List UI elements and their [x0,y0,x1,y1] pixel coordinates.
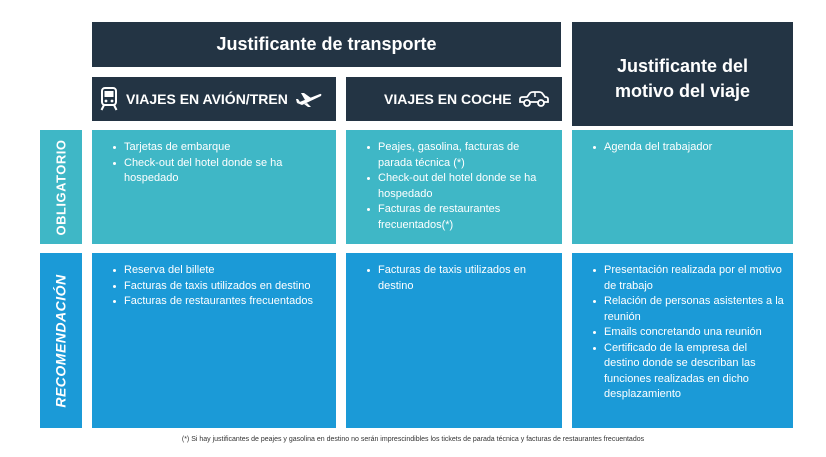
footnote: (*) Si hay justificantes de peajes y gasolina en destino no serán imprescindibles los tickets de parada técnica y facturas de restaurantes frecuentados [181,436,645,443]
bullet-list [354,140,554,233]
list-item: Check-out del hotel donde se ha hospedado [124,156,328,187]
transport-header-title: Justificante de transporte [216,34,437,54]
bullet-list [100,140,328,187]
row-label-obligatorio [40,130,82,244]
row-label-recomendacion [40,253,82,428]
list-item: Reserva del billete [124,263,328,279]
list-item: Agenda del trabajador [604,140,785,156]
airplane-icon [296,90,322,108]
car-icon [518,90,550,108]
cell-obligatorio-motivo [572,130,793,244]
bullet-list [354,263,554,294]
list-item: Certificado de la empresa del destino donde se describan las funciones realizadas en dicho desplazamiento [604,341,785,403]
bullet-list [100,263,328,310]
row-label-obligatorio-text: OBLIGATORIO [53,138,69,236]
cell-recomendacion-coche [346,253,562,428]
transport-header [92,22,561,67]
cell-recomendacion-motivo [572,253,793,428]
list-item: Facturas de taxis utilizados en destino [378,263,554,294]
motivo-header-line1: Justificante del [616,56,749,76]
cell-obligatorio-coche [346,130,562,244]
list-item: Check-out del hotel donde se ha hospedado [378,171,554,202]
list-item: Relación de personas asistentes a la reunión [604,294,785,325]
subheader-coche [346,77,562,121]
list-item: Peajes, gasolina, facturas de parada técnica (*) [378,140,554,171]
list-item: Emails concretando una reunión [604,325,785,341]
train-icon [100,87,118,111]
list-item: Tarjetas de embarque [124,140,328,156]
row-label-recomendacion-text: RECOMENDACIÓN [53,273,69,408]
subheader-avion-label: VIAJES EN AVIÓN/TREN [126,91,288,107]
list-item: Facturas de restaurantes frecuentados(*) [378,202,554,233]
subheader-avion-tren [92,77,336,121]
list-item: Presentación realizada por el motivo de trabajo [604,263,785,294]
bullet-list [580,263,785,403]
subheader-coche-label: VIAJES EN COCHE [384,91,512,107]
cell-obligatorio-avion [92,130,336,244]
motivo-header-line2: motivo del viaje [614,81,751,101]
list-item: Facturas de restaurantes frecuentados [124,294,328,310]
motivo-header [572,22,793,126]
list-item: Facturas de taxis utilizados en destino [124,279,328,295]
bullet-list [580,140,785,156]
cell-recomendacion-avion [92,253,336,428]
